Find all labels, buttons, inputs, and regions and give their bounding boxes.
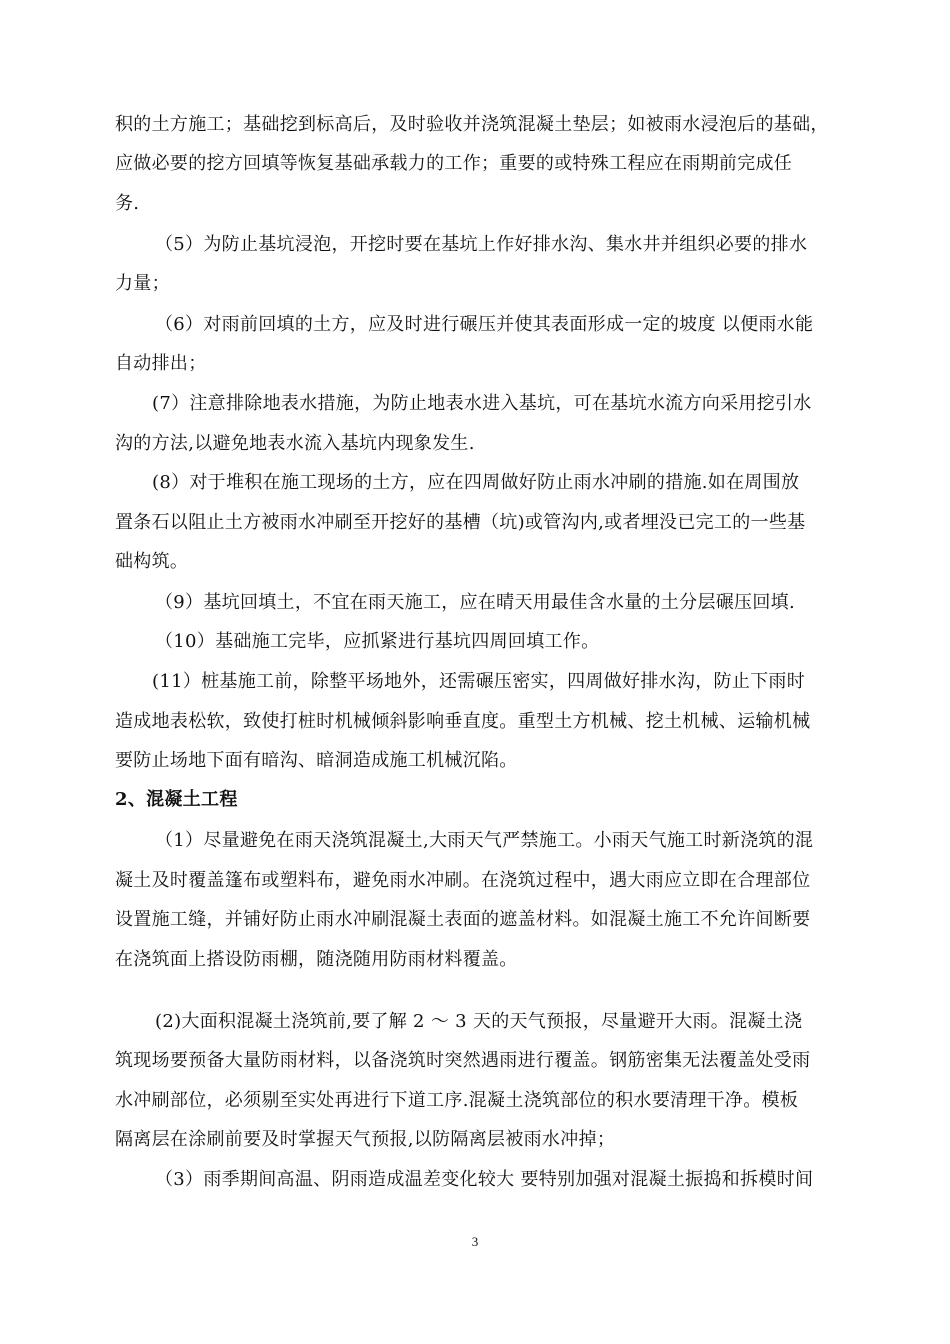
text-line: （1）尽量避免在雨天浇筑混凝土,大雨天气严禁施工。小雨天气施工时新浇筑的混 [155, 830, 814, 851]
text-line: 沟的方法,以避免地表水流入基坑内现象发生. [115, 433, 475, 454]
text-line: 隔离层在涂刷前要及时掌握天气预报,以防隔离层被雨水冲掉； [115, 1129, 616, 1150]
text-line: 造成地表松软，致使打桩时机械倾斜影响垂直度。重型土方机械、挖土机械、运输机械 [115, 711, 811, 732]
text-line: 应做必要的挖方回填等恢复基础承载力的工作；重要的或特殊工程应在雨期前完成任 [115, 153, 793, 174]
section-heading: 2、混凝土工程 [115, 789, 238, 810]
text-line: 积的土方施工；基础挖到标高后，及时验收并浇筑混凝土垫层；如被雨水浸泡后的基础， [115, 114, 829, 135]
text-line: 自动排出； [115, 353, 207, 374]
text-line: 筑现场要预备大量防雨材料，以备浇筑时突然遇雨进行覆盖。钢筋密集无法覆盖处受雨 [115, 1050, 811, 1071]
text-line: （9）基坑回填土，不宜在雨天施工，应在晴天用最佳含水量的土分层碾压回填. [155, 592, 795, 613]
text-line: 置条石以阻止土方被雨水冲刷至开挖好的基槽（坑)或管沟内,或者埋没已完工的一些基 [115, 512, 806, 533]
page-number: 3 [471, 1234, 479, 1249]
text-line: 设置施工缝，并铺好防止雨水冲刷混凝土表面的遮盖材料。如混凝土施工不允许间断要 [115, 909, 811, 930]
text-line: （3）雨季期间高温、阴雨造成温差变化较大 要特别加强对混凝土振捣和拆模时间 [155, 1169, 814, 1190]
text-line: 在浇筑面上搭设防雨棚，随浇随用防雨材料覆盖。 [115, 949, 518, 970]
text-line: (2)大面积混凝土浇筑前,要了解 2 ～ 3 天的天气预报，尽量避开大雨。混凝土浇 [155, 1011, 803, 1032]
text-line: 水冲刷部位，必须剔至实处再进行下道工序.混凝土浇筑部位的积水要清理干净。模板 [115, 1090, 799, 1111]
text-line: （5）为防止基坑浸泡，开挖时要在基坑上作好排水沟、集水井并组织必要的排水 [155, 234, 808, 255]
text-line: 要防止场地下面有暗沟、暗洞造成施工机械沉陷。 [115, 750, 518, 771]
text-line: 务. [115, 193, 140, 214]
text-line: 础构筑。 [115, 551, 189, 572]
text-line: 凝土及时覆盖篷布或塑料布，避免雨水冲刷。在浇筑过程中，遇大雨应立即在合理部位 [115, 870, 811, 891]
text-line: (7）注意排除地表水措施，为防止地表水进入基坑，可在基坑水流方向采用挖引水 [152, 393, 812, 414]
text-line: (8）对于堆积在施工现场的土方，应在四周做好防止雨水冲刷的措施.如在周围放 [152, 472, 800, 493]
text-line: 力量； [115, 273, 170, 294]
text-line: (11）桩基施工前，除整平场地外，还需碾压密实，四周做好排水沟，防止下雨时 [152, 671, 806, 692]
text-line: （10）基础施工完毕，应抓紧进行基坑四周回填工作。 [155, 631, 600, 652]
text-line: （6）对雨前回填的土方，应及时进行碾压并使其表面形成一定的坡度 以便雨水能 [155, 314, 814, 335]
